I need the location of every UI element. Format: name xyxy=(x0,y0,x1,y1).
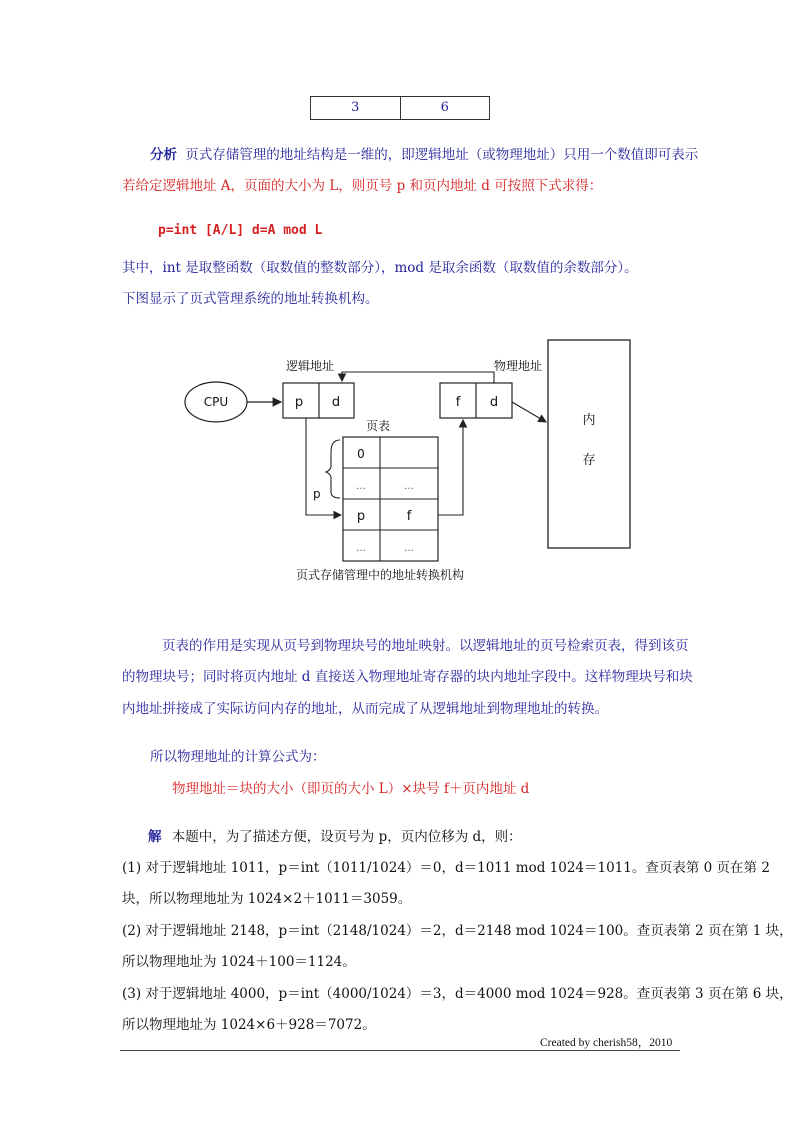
solution-item3-line1: (3) 对于逻辑地址 4000，p＝int（4000/1024）＝3，d＝4000 mod 1024＝928。查页表第 3 页在第 6 块， xyxy=(122,986,793,1002)
p-lookup-arrow xyxy=(306,418,341,515)
analysis-text-1: 页式存储管理的地址结构是一维的，即逻辑地址（或物理地址）只用一个数值即可表示 xyxy=(185,147,699,163)
footer-rule xyxy=(120,1050,680,1051)
solution-item2-line2: 所以物理地址为 1024＋100＝1124。 xyxy=(122,954,356,970)
physical-address-label: 物理地址 xyxy=(494,359,543,373)
d-copy-arrow xyxy=(342,372,494,383)
para1-line-2: 的物理块号；同时将页内地址 d 直接送入物理地址寄存器的块内地址字段中。这样物理块号和块 xyxy=(122,669,693,685)
solution-item2-line1: (2) 对于逻辑地址 2148，p＝int（2148/1024）＝2，d＝2148 mod 1024＝100。查页表第 2 页在第 1 块， xyxy=(122,923,793,939)
logical-d: d xyxy=(331,395,341,410)
analysis-formula: p=int [A/L] d=A mod L xyxy=(158,223,323,238)
diagram-caption: 页式存储管理中的地址转换机构 xyxy=(295,568,465,582)
top-table-cell-2: 6 xyxy=(400,97,490,119)
page-table-brace xyxy=(326,440,340,498)
cpu-label: CPU xyxy=(203,395,229,409)
pt-row4-col2: … xyxy=(404,543,414,554)
solution-intro: 本题中，为了描述方便，设页号为 p，页内位移为 d，则： xyxy=(171,829,522,845)
logical-address-label: 逻辑地址 xyxy=(286,359,335,373)
solution-item3-line2: 所以物理地址为 1024×6＋928＝7072。 xyxy=(122,1017,376,1033)
f-output-arrow xyxy=(438,420,463,515)
formula-intro: 所以物理地址的计算公式为： xyxy=(150,749,326,765)
memory-arrow xyxy=(512,402,546,422)
analysis-heading: 分析 xyxy=(150,147,177,163)
analysis-line-1 xyxy=(150,143,698,163)
page-table-label: 页表 xyxy=(366,419,391,433)
p-lookup-label: p xyxy=(313,487,321,501)
pt-row2-col1: … xyxy=(356,481,366,492)
physical-f: f xyxy=(455,395,461,410)
pt-row4-col1: … xyxy=(356,543,366,554)
top-table xyxy=(310,96,490,120)
para1-line-1: 页表的作用是实现从页号到物理块号的地址映射。以逻辑地址的页号检索页表，得到该页 xyxy=(162,638,689,654)
memory-box xyxy=(548,340,630,548)
top-table-cell-1: 3 xyxy=(351,100,360,115)
analysis-line-4: 下图显示了页式管理系统的地址转换机构。 xyxy=(122,291,379,307)
para1-line-3: 内地址拼接成了实际访问内存的地址，从而完成了从逻辑地址到物理地址的转换。 xyxy=(122,701,608,717)
physical-d: d xyxy=(489,395,499,410)
analysis-line-3: 其中，int 是取整函数（取数值的整数部分），mod 是取余函数（取数值的余数部分）。 xyxy=(122,260,638,276)
pt-row3-col1: p xyxy=(356,509,366,524)
memory-char-1: 内 xyxy=(582,413,596,428)
pt-row1-col1: 0 xyxy=(357,447,365,461)
pt-row2-col2: … xyxy=(404,481,414,492)
logical-p: p xyxy=(294,395,304,410)
footer-credit: Created by cherish58，2010 xyxy=(540,1037,673,1049)
formula-red: 物理地址＝块的大小（即页的大小 L）×块号 f＋页内地址 d xyxy=(172,781,530,797)
analysis-line-2: 若给定逻辑地址 A，页面的大小为 L，则页号 p 和页内地址 d 可按照下式求得： xyxy=(122,178,603,194)
solution-item1-line2: 块，所以物理地址为 1024×2＋1011＝3059。 xyxy=(122,891,412,907)
solution-heading: 解 xyxy=(148,829,162,845)
address-translation-diagram xyxy=(0,320,800,590)
solution-item1-line1: (1) 对于逻辑地址 1011，p＝int（1011/1024）＝0，d＝1011 mod 1024＝1011。查页表第 0 页在第 2 xyxy=(122,860,770,876)
solution-intro-line xyxy=(148,825,522,845)
pt-row3-col2: f xyxy=(406,509,412,524)
memory-char-2: 存 xyxy=(582,453,596,468)
